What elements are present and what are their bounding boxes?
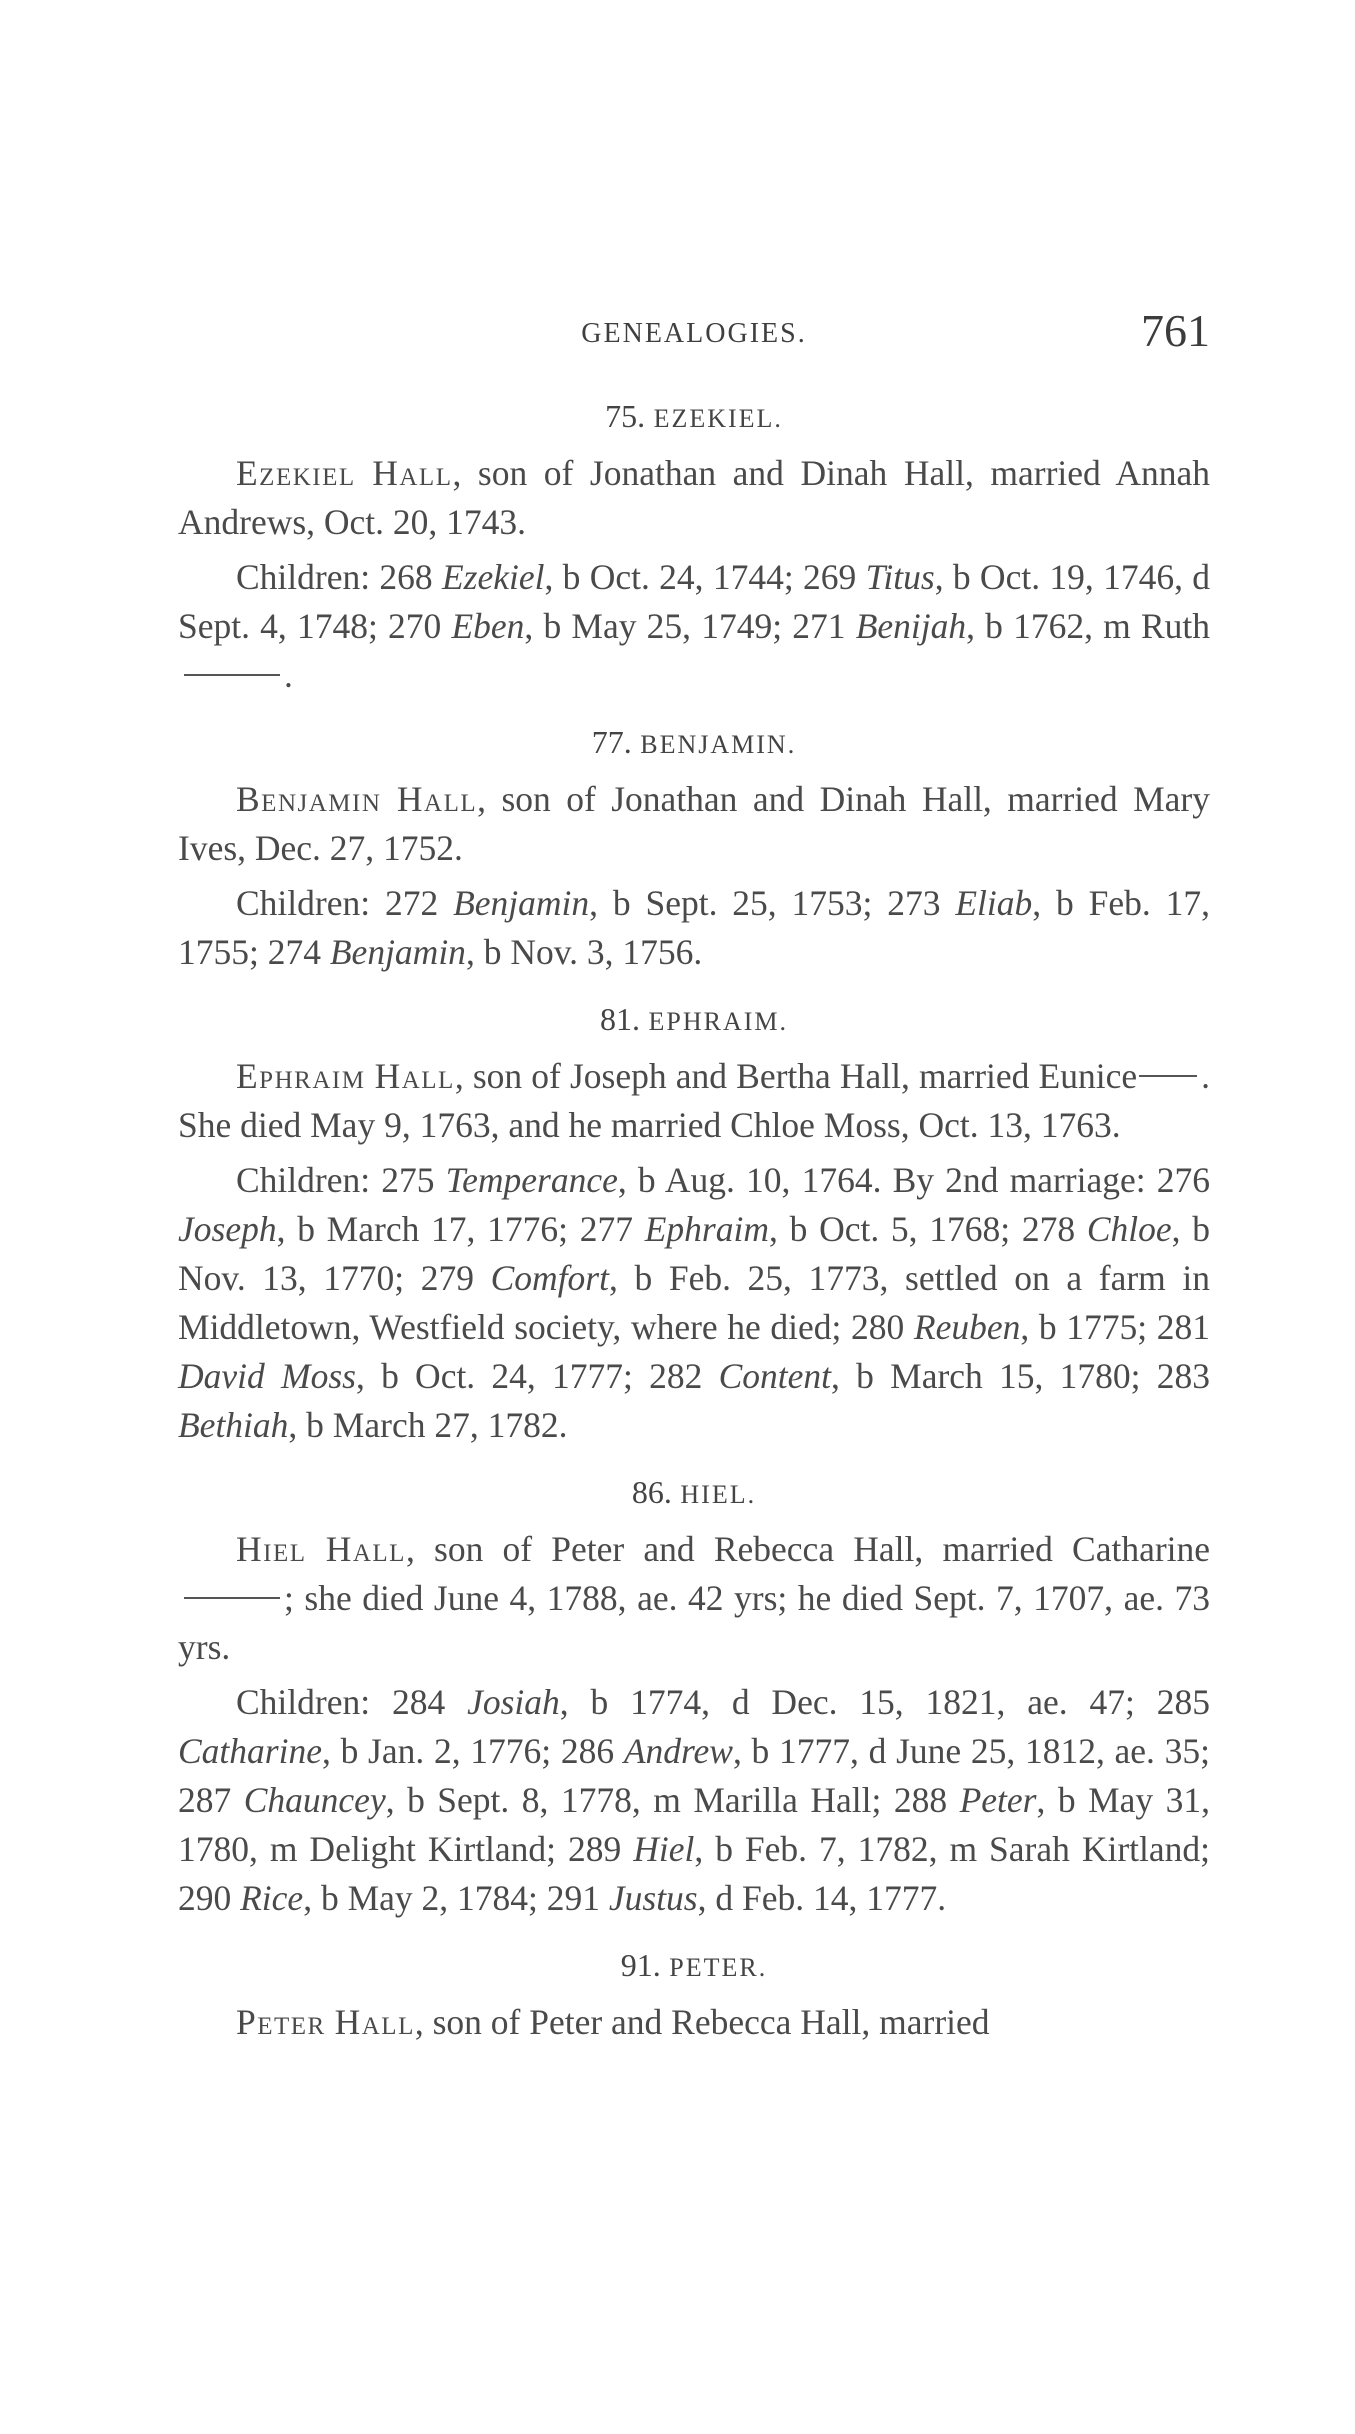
children-text: , b Nov. 3, 1756. xyxy=(465,932,703,972)
children-text: , b Jan. 2, 1776; 286 xyxy=(321,1731,624,1771)
children-label: Children xyxy=(236,883,361,923)
child-name: Benjamin xyxy=(453,883,590,923)
child-name: David Moss xyxy=(178,1356,356,1396)
marriage-text: , son of Peter and Rebecca Hall, married xyxy=(414,2002,990,2042)
children-text: , b March 27, 1782. xyxy=(288,1405,568,1445)
person-first-name: Ezekiel xyxy=(236,453,356,493)
children-text: , b 1762, m Ruth xyxy=(966,606,1211,646)
child-name: Eben xyxy=(451,606,525,646)
children-text: , b Feb. 7, 1782, m Sarah Kirtland; 290 xyxy=(178,1829,1210,1918)
children-text: : 268 xyxy=(360,557,442,597)
section-number: 77. xyxy=(591,724,632,760)
children-text: , b Aug. 10, 1764. By 2nd marriage: 276 xyxy=(617,1160,1210,1200)
person-first-name: Ephraim xyxy=(236,1056,366,1096)
marriage-paragraph-ezekiel xyxy=(178,449,1210,547)
section-number: 81. xyxy=(599,1001,640,1037)
children-text: : 284 xyxy=(360,1682,468,1722)
child-name: Titus xyxy=(865,557,935,597)
children-text: , b Oct. 24, 1777; 282 xyxy=(355,1356,719,1396)
child-name: Rice xyxy=(240,1878,304,1918)
child-name: Benijah xyxy=(855,606,967,646)
person-first-name: Benjamin xyxy=(236,779,382,819)
section-heading-benjamin xyxy=(178,722,1210,765)
person-last-name: Hall xyxy=(396,779,478,819)
children-text: , b Oct. 19, 1746, d Sept. 4, 1748; 270 xyxy=(178,557,1211,646)
children-text: , b Sept. 8, 1778, m Marilla Hall; 288 xyxy=(385,1780,960,1820)
person-last-name: Hall xyxy=(325,1529,406,1569)
children-text: , b Oct. 24, 1744; 269 xyxy=(544,557,866,597)
child-name: Comfort xyxy=(490,1258,609,1298)
marriage-paragraph-ephraim xyxy=(178,1052,1210,1150)
child-name: Joseph xyxy=(178,1209,277,1249)
children-text: : 275 xyxy=(360,1160,446,1200)
children-text: , d Feb. 14, 1777. xyxy=(697,1878,947,1918)
children-text: , b May 31, 1780, m Delight Kirtland; 289 xyxy=(178,1780,1211,1869)
blank-dash xyxy=(184,674,280,676)
children-text: , b Nov. 13, 1770; 279 xyxy=(178,1209,1211,1298)
section-heading-hiel xyxy=(178,1472,1210,1515)
child-name: Ezekiel xyxy=(441,557,545,597)
children-text: , b May 2, 1784; 291 xyxy=(303,1878,609,1918)
marriage-text: , son of Peter and Rebecca Hall, married Catharine xyxy=(405,1529,1211,1569)
marriage-paragraph-hiel xyxy=(178,1525,1210,1672)
section-number: 86. xyxy=(631,1474,672,1510)
section-title: HIEL. xyxy=(680,1480,757,1509)
child-name: Content xyxy=(718,1356,832,1396)
section-title: BENJAMIN. xyxy=(640,730,797,759)
section-heading-ephraim xyxy=(178,999,1210,1042)
marriage-text: , son of Jonathan and Dinah Hall, married Mary Ives, Dec. 27, 1752. xyxy=(178,779,1210,868)
marriage-text: , son of Jonathan and Dinah Hall, married Annah Andrews, Oct. 20, 1743. xyxy=(178,453,1211,542)
child-name: Catharine xyxy=(178,1731,322,1771)
marriage-text: ; she died June 4, 1788, ae. 42 yrs; he died Sept. 7, 1707, ae. 73 yrs. xyxy=(178,1578,1210,1667)
children-paragraph-benjamin xyxy=(178,879,1210,977)
book-page xyxy=(178,305,1211,2047)
children-paragraph-ezekiel xyxy=(178,553,1210,700)
page-number: 761 xyxy=(1141,305,1210,356)
children-text: , b Oct. 5, 1768; 278 xyxy=(768,1209,1087,1249)
children-text: , b Feb. 17, 1755; 274 xyxy=(178,883,1210,972)
running-head xyxy=(178,305,1210,374)
blank-dash xyxy=(1139,1075,1197,1077)
person-last-name: Hall xyxy=(372,453,453,493)
section-number: 91. xyxy=(620,1947,661,1983)
child-name: Eliab xyxy=(955,883,1033,923)
section-number: 75. xyxy=(605,398,646,434)
children-text: , b 1777, d June 25, 1812, ae. 35; 287 xyxy=(178,1731,1211,1820)
blank-dash xyxy=(184,1597,280,1599)
children-text: , b March 17, 1776; 277 xyxy=(276,1209,645,1249)
child-name: Bethiah xyxy=(178,1405,289,1445)
marriage-text: . She died May 9, 1763, and he married Chloe Moss, Oct. 13, 1763. xyxy=(178,1056,1210,1145)
children-text: : 272 xyxy=(360,883,454,923)
children-label: Children xyxy=(236,1160,361,1200)
section-title: PETER. xyxy=(669,1953,768,1982)
children-text: , b May 25, 1749; 271 xyxy=(524,606,856,646)
children-label: Children xyxy=(236,1682,361,1722)
person-first-name: Peter xyxy=(236,2002,326,2042)
children-label: Children xyxy=(236,557,361,597)
child-name: Benjamin xyxy=(329,932,466,972)
child-name: Hiel xyxy=(633,1829,695,1869)
running-title: GENEALOGIES. xyxy=(581,318,807,349)
child-name: Andrew xyxy=(623,1731,733,1771)
children-text: , b 1775; 281 xyxy=(1020,1307,1210,1347)
child-name: Peter xyxy=(959,1780,1037,1820)
children-text: , b March 15, 1780; 283 xyxy=(831,1356,1210,1396)
children-paragraph-hiel xyxy=(178,1678,1210,1923)
section-heading-ezekiel xyxy=(178,396,1210,439)
section-title: EZEKIEL. xyxy=(653,404,783,433)
marriage-paragraph-peter xyxy=(178,1998,1210,2047)
marriage-paragraph-benjamin xyxy=(178,775,1210,873)
child-name: Chauncey xyxy=(243,1780,386,1820)
child-name: Ephraim xyxy=(644,1209,769,1249)
children-text: , b 1774, d Dec. 15, 1821, ae. 47; 285 xyxy=(559,1682,1210,1722)
children-paragraph-ephraim xyxy=(178,1156,1210,1450)
child-name: Reuben xyxy=(913,1307,1021,1347)
person-first-name: Hiel xyxy=(236,1529,307,1569)
person-last-name: Hall xyxy=(374,1056,455,1096)
children-text: , b Feb. 25, 1773, settled on a farm in Middletown, Westfield society, where he died; 280 xyxy=(178,1258,1210,1347)
child-name: Temperance xyxy=(445,1160,618,1200)
child-name: Justus xyxy=(608,1878,698,1918)
child-name: Josiah xyxy=(467,1682,560,1722)
section-heading-peter xyxy=(178,1945,1210,1988)
person-last-name: Hall xyxy=(334,2002,415,2042)
section-title: EPHRAIM. xyxy=(648,1007,788,1036)
children-text: . xyxy=(284,655,293,695)
children-text: , b Sept. 25, 1753; 273 xyxy=(589,883,956,923)
marriage-text: , son of Joseph and Bertha Hall, married Eunice xyxy=(454,1056,1138,1096)
child-name: Chloe xyxy=(1086,1209,1172,1249)
